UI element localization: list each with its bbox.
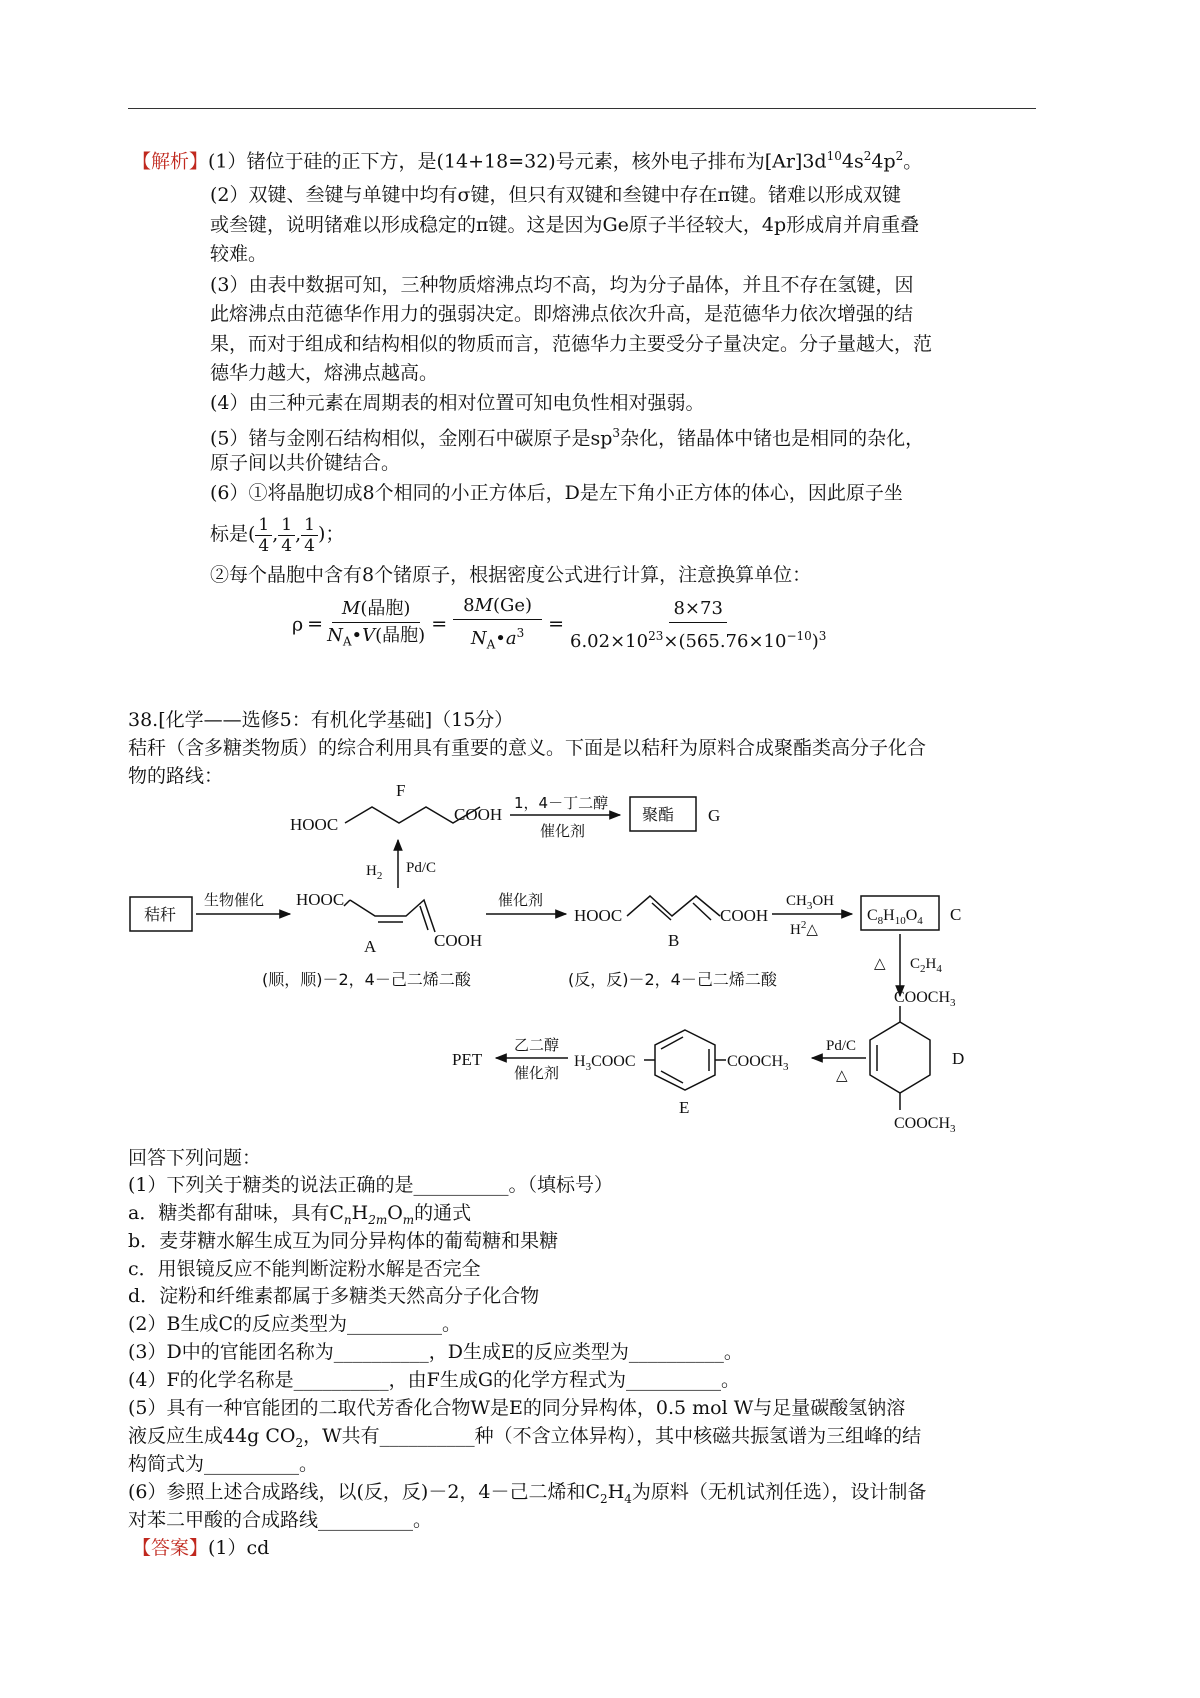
reagent-heat: △	[874, 956, 886, 972]
question-2: (2）B生成C的反应类型为__________。	[128, 1313, 462, 1335]
analysis-p1: 【解析】(1）锗位于硅的正下方，是(14+18=32)号元素，核外电子排布为$[Ar]3d^{10}4s^24p^2$。	[132, 149, 923, 173]
b-cooh: COOH	[720, 906, 769, 925]
question-6-line1: (6）参照上述合成路线，以(反，反)－2，4－己二烯和$C_2H_4$为原料（无机试剂任选），设计制备	[128, 1481, 927, 1506]
fraction-quarter: $\frac{1}{4}$	[301, 515, 318, 556]
analysis-p2-line1: (2）双键、叁键与单键中均有σ键，但只有双键和叁键中存在π键。锗难以形成双键	[210, 184, 901, 206]
e-h3cooc: $H_3COOC$	[574, 1053, 636, 1073]
reagent-h2-heat: $H^2\triangle$	[790, 919, 818, 938]
analysis-p3-line4: 德华力越大，熔沸点越高。	[210, 362, 439, 384]
reagent-biocatalysis: 生物催化	[204, 891, 265, 909]
analysis-p6-line3: ②每个晶胞中含有8个锗原子，根据密度公式进行计算，注意换算单位：	[210, 564, 812, 586]
analysis-p3-line3: 果，而对于组成和结构相似的物质而言，范德华力主要受分子量决定。分子量越大，范	[210, 333, 933, 355]
analysis-tag: 【解析】	[132, 150, 209, 173]
label-f: F	[396, 781, 406, 800]
fraction-ge-mass: $\frac{8M(Ge)}{N_A•a^3}$	[453, 593, 542, 658]
label-c: C	[950, 905, 962, 924]
analysis-p2-line3: 较难。	[210, 243, 268, 265]
e-benzene-ring	[655, 1030, 715, 1090]
a-skeleton	[350, 900, 435, 932]
reagent-catalyst-1: 催化剂	[540, 822, 586, 840]
e-cooch3: $COOCH_3$	[727, 1053, 789, 1073]
b-hooc: HOOC	[574, 906, 623, 925]
reagent-methanol: $CH_3OH$	[786, 893, 835, 912]
label-b: B	[668, 931, 680, 950]
d-cooch3-bottom: $COOCH_3$	[894, 1115, 956, 1135]
d-ring	[870, 1022, 930, 1093]
reagent-catalyst-3: 催化剂	[514, 1064, 560, 1082]
b-skeleton	[627, 896, 720, 916]
question-3: (3）D中的官能团名称为__________，D生成E的反应类型为__________。	[128, 1341, 743, 1363]
answer-text: (1）cd	[208, 1537, 270, 1559]
label-pet: PET	[452, 1050, 483, 1069]
f-cooh: COOH	[454, 805, 503, 824]
name-a: (顺，顺)－2，4－己二烯二酸	[262, 970, 471, 989]
question-5-line3: 构简式为__________。	[128, 1453, 319, 1475]
analysis-p6-line1: (6）①将晶胞切成8个相同的小正方体后，D是左下角小正方体的体心，因此原子坐	[210, 482, 903, 504]
analysis-p6-coordinate: 标是( $\frac{1}{4}$ , $\frac{1}{4}$ , $\frac{1}{4}$ )；	[210, 514, 345, 556]
density-formula: ρ = $\frac{\text{M(晶胞)}}{N_A•V(晶胞)}$ = $\frac{8M(Ge)}{N_A•a^3}$ = $\frac{8\times 73}{6.02\times 10^{23}\times(565.76\times 10^{-10})^3}$	[292, 593, 826, 653]
label-g: G	[708, 806, 721, 825]
q38-intro-line1: 秸秆（含多糖类物质）的综合利用具有重要的意义。下面是以秸秆为原料合成聚酯类高分子化合	[128, 737, 927, 759]
fraction-numeric: $\frac{8\times 73}{6.02\times 10^{23}\times(565.76\times 10^{-10})^3}$	[570, 597, 827, 652]
reagent-ethanediol: 乙二醇	[514, 1036, 560, 1054]
option-b: b．麦芽糖水解生成互为同分异构体的葡萄糖和果糖	[128, 1230, 559, 1252]
analysis-p3-line2: 此熔沸点由范德华作用力的强弱决定。即熔沸点依次升高，是范德华力依次增强的结	[210, 303, 914, 325]
analysis-p3-line1: (3）由表中数据可知，三种物质熔沸点均不高，均为分子晶体，并且不存在氢键，因	[210, 274, 914, 296]
fraction-quarter: $\frac{1}{4}$	[255, 515, 272, 556]
analysis-p2-line2: 或叁键，说明锗难以形成稳定的π键。这是因为Ge原子半径较大，4p形成肩并肩重叠	[210, 214, 920, 236]
question-5-line2: 液反应生成44g $CO_2$，W共有__________种（不含立体异构），其中核磁共振氢谱为三组峰的结	[128, 1425, 922, 1450]
d-cooch3-top: $COOCH_3$	[894, 989, 956, 1009]
question-1: (1）下列关于糖类的说法正确的是__________。（填标号）	[128, 1174, 614, 1196]
answer-line	[132, 1535, 269, 1561]
analysis-p5-line2: 原子间以共价键结合。	[210, 452, 401, 474]
fraction-quarter: $\frac{1}{4}$	[278, 515, 295, 556]
reagent-c2h4: $C_2H_4$	[910, 956, 942, 975]
option-d: d．淀粉和纤维素都属于多糖类天然高分子化合物	[128, 1285, 540, 1307]
reagent-pdc-left: Pd/C	[826, 1038, 857, 1054]
name-b: (反，反)－2，4－己二烯二酸	[568, 970, 777, 989]
option-c: c．用银镜反应不能判断淀粉水解是否完全	[128, 1258, 481, 1280]
reagent-h2: $H_2$	[366, 863, 383, 882]
label-a: A	[364, 937, 377, 956]
reagent-butanediol: 1，4－丁二醇	[514, 794, 609, 812]
reagent-catalyst-2: 催化剂	[498, 891, 544, 909]
question-5-line1: (5）具有一种官能团的二取代芳香化合物W是E的同分异构体，0.5 mol W与足量碳酸氢钠溶	[128, 1397, 906, 1419]
fraction-cell-mass: $\frac{\text{M(晶胞)}}{N_A•V(晶胞)}$	[327, 598, 426, 649]
q38-title: 38.[化学——选修5：有机化学基础]（15分）	[128, 709, 514, 731]
a-cooh: COOH	[434, 931, 483, 950]
q38-intro-line2: 物的路线：	[128, 765, 224, 787]
formula-c: $C_8H_{10}O_4$	[867, 907, 923, 927]
a-hooc: HOOC	[296, 890, 345, 909]
analysis-p5-line1: (5）锗与金刚石结构相似，金刚石中碳原子是$sp^3$杂化，锗晶体中锗也是相同的杂化，	[210, 426, 925, 450]
analysis-p4: (4）由三种元素在周期表的相对位置可知电负性相对强弱。	[210, 392, 705, 414]
reagent-pdc-up: Pd/C	[406, 860, 437, 876]
question-6-line2: 对苯二甲酸的合成路线__________。	[128, 1509, 433, 1531]
questions-intro: 回答下列问题：	[128, 1147, 262, 1169]
label-d: D	[952, 1049, 965, 1068]
reagent-heat-left: △	[836, 1068, 848, 1084]
answer-tag: 【答案】	[132, 1537, 209, 1559]
f-hooc: HOOC	[290, 815, 339, 834]
question-4: (4）F的化学名称是__________，由F生成G的化学方程式为__________。	[128, 1369, 741, 1391]
option-a: a．糖类都有甜味，具有$C_nH_{2m}O_m$的通式	[128, 1202, 472, 1227]
label-e: E	[679, 1098, 690, 1117]
straw-label: 秸秆	[144, 905, 177, 924]
polyester-label: 聚酯	[642, 805, 675, 824]
